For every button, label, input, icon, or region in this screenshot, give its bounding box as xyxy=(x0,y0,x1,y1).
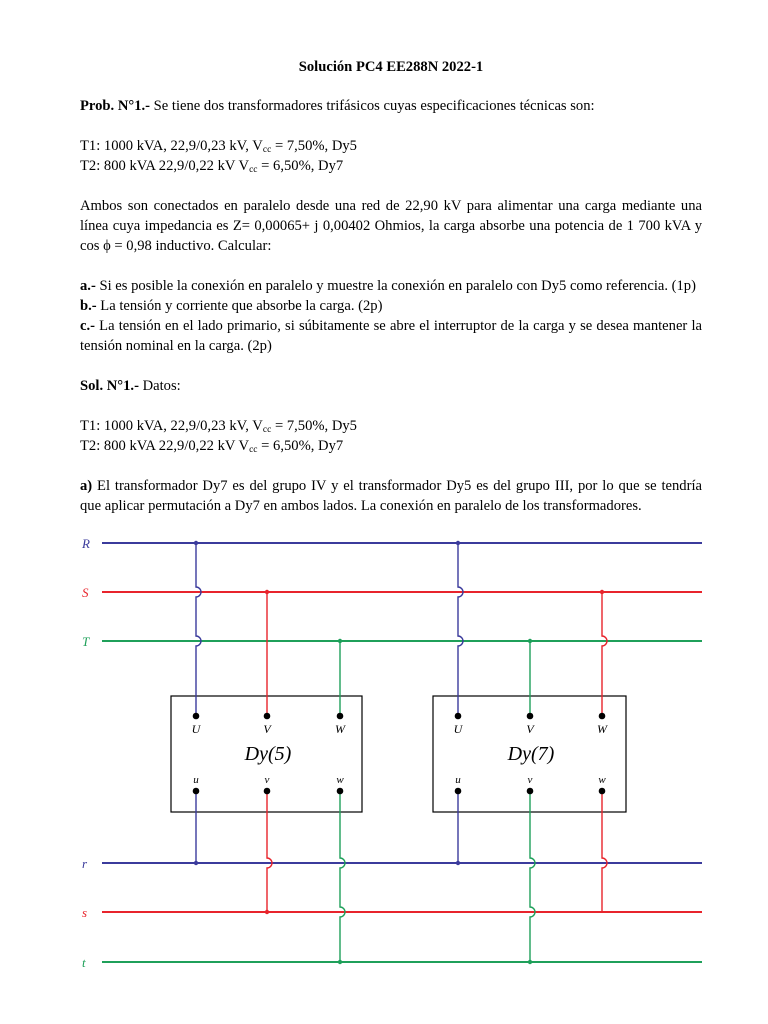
t2-terminal-U: U xyxy=(453,722,463,736)
problem-t2-spec xyxy=(80,156,702,176)
t2-terminal-v: v xyxy=(527,774,533,786)
bus-label-S: S xyxy=(82,585,89,600)
question-a-label: a.- xyxy=(80,278,96,294)
t1-lead-U xyxy=(196,543,201,716)
problem-t1-spec xyxy=(80,136,702,156)
solution-a-text: El transformador Dy7 es del grupo IV y el transformador Dy5 es del grupo III, por lo que se tendría que aplicar permutación a Dy7 en ambos lados. La conexión en paralelo de los transformadores. xyxy=(80,478,702,514)
t1-terminal-U: U xyxy=(191,722,201,736)
sol-t1-spec-text: T1: 1000 kVA, 22,9/0,23 kV, V xyxy=(80,418,263,434)
solution-heading xyxy=(80,376,702,396)
page-title: Solución PC4 EE288N 2022-1 xyxy=(298,59,484,75)
t1-terminal-v: v xyxy=(264,774,270,786)
question-b-label: b.- xyxy=(80,298,97,314)
problem-intro xyxy=(80,96,702,116)
t2-lead-w xyxy=(602,791,607,912)
sol-t1-vcc-sub: cc xyxy=(262,425,272,435)
t2-lead-v xyxy=(530,791,535,962)
bus-label-s: s xyxy=(82,905,88,920)
t1-lead-v xyxy=(267,791,272,912)
t2-lead-W xyxy=(602,592,607,716)
solution-a-label: a) xyxy=(80,478,93,494)
solution-label: Sol. N°1.- xyxy=(80,378,139,394)
solution-t1-spec xyxy=(80,416,702,436)
t2-terminal-W: W xyxy=(597,722,607,736)
t2-vcc-sub: cc xyxy=(249,165,258,175)
question-a-text: Si es posible la conexión en paralelo y muestre la conexión en paralelo con Dy5 como referencia. (1p) xyxy=(95,278,696,294)
t1-spec-text: T1: 1000 kVA, 22,9/0,23 kV, V xyxy=(80,138,263,154)
sol-t1-spec-tail: = 7,50%, Dy5 xyxy=(271,418,357,434)
bus-label-r: r xyxy=(82,856,88,871)
question-c xyxy=(80,316,702,356)
t2-terminal-w: w xyxy=(598,774,606,786)
transformer-dy7-label: Dy(7) xyxy=(507,743,555,765)
t2-spec-tail: = 6,50%, Dy7 xyxy=(257,158,344,174)
problem-statement: Ambos son conectados en paralelo desde una red de 22,90 kV para alimentar una carga mediante una línea cuya impedancia es Z= 0,00065+ j 0,00402 Ohmios, la carga absorbe una potencia de 1 700 kVA y cos ϕ = 0,98 inductivo. Calcular: xyxy=(80,198,702,254)
transformer-dy5-label: Dy(5) xyxy=(244,743,292,765)
t1-terminal-V: V xyxy=(263,722,271,736)
t1-lead-w xyxy=(340,791,345,962)
t2-terminal-V: V xyxy=(526,722,534,736)
sol-t2-spec-tail: = 6,50%, Dy7 xyxy=(257,438,344,454)
bus-label-R: R xyxy=(82,536,90,551)
question-a xyxy=(80,276,702,296)
parallel-connection-diagram xyxy=(0,528,768,978)
problem-label: Prob. N°1.- xyxy=(80,98,151,114)
t1-terminal-u: u xyxy=(193,774,199,786)
t2-terminal-u: u xyxy=(455,774,461,786)
solution-datos: Datos: xyxy=(138,378,181,394)
t1-vcc-sub: cc xyxy=(262,145,272,155)
sol-t2-spec-text: T2: 800 kVA 22,9/0,22 kV V xyxy=(80,438,250,454)
sol-t2-vcc-sub: cc xyxy=(249,445,258,455)
solution-t2-spec xyxy=(80,436,702,456)
question-c-text: La tensión en el lado primario, si súbitamente se abre el interruptor de la carga y se desea mantener la tensión nominal en la carga. (2p) xyxy=(80,318,702,354)
solution-a xyxy=(80,476,702,516)
question-b xyxy=(80,296,702,316)
t1-terminal-W: W xyxy=(335,722,345,736)
t2-spec-text: T2: 800 kVA 22,9/0,22 kV V xyxy=(80,158,250,174)
t2-lead-U xyxy=(458,543,463,716)
bus-label-T: T xyxy=(82,634,90,649)
question-b-text: La tensión y corriente que absorbe la carga. (2p) xyxy=(96,298,383,314)
t1-terminal-w: w xyxy=(336,774,344,786)
bus-label-t: t xyxy=(82,955,86,970)
document-page xyxy=(80,58,702,516)
question-c-label: c.- xyxy=(80,318,95,334)
t1-spec-tail: = 7,50%, Dy5 xyxy=(271,138,357,154)
problem-intro-text: Se tiene dos transformadores trifásicos cuyas especificaciones técnicas son: xyxy=(150,98,595,114)
